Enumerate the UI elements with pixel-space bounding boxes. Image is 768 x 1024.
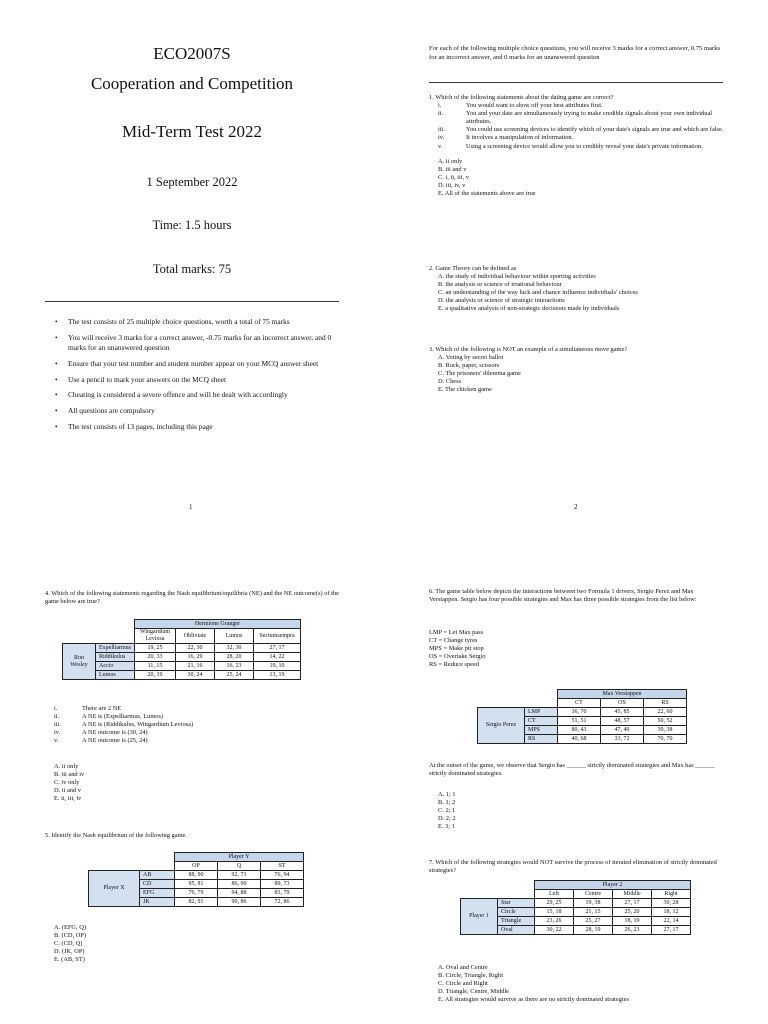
payoff-cell: 21, 16 xyxy=(176,662,215,671)
instruction-item: • The test consists of 25 multiple choice questions, worth a total of 75 marks xyxy=(48,317,348,328)
payoff-cell: 19, 10 xyxy=(254,662,301,671)
question-7-stem: 7. Which of the following strategies would NOT survive the process of iterated elimination of strictly dominated strategies? xyxy=(429,859,717,875)
option: D. the analysis or science of strategic interactions xyxy=(438,297,565,305)
option: D. ii and v xyxy=(54,787,81,795)
page-1 xyxy=(0,0,384,512)
row-strategy: Oval xyxy=(498,926,535,935)
row-strategy: EFG xyxy=(140,889,175,898)
option: B. Rock, paper, scissors xyxy=(438,362,500,370)
statement-text: You would want to show off your best attributes first. xyxy=(466,102,603,110)
question-6-options xyxy=(438,791,456,831)
payoff-cell: 25, 20 xyxy=(613,908,652,917)
row-strategy: Circle xyxy=(498,908,535,917)
instruction-item: • The test consists of 13 pages, including this page xyxy=(48,422,348,433)
payoff-cell: 51, 51 xyxy=(558,717,601,726)
payoff-table-q6 xyxy=(477,689,687,744)
option: B. Circle, Triangle, Right xyxy=(438,972,503,980)
statement-number: i. xyxy=(438,102,442,110)
payoff-cell: 25, 27 xyxy=(574,917,613,926)
payoff-cell: 23, 26 xyxy=(535,917,574,926)
payoff-cell: 11, 15 xyxy=(135,662,176,671)
option: D. Chess xyxy=(438,378,462,386)
page-2 xyxy=(384,0,768,512)
option: E. The chicken game xyxy=(438,386,492,394)
payoff-cell: 30, 24 xyxy=(176,671,215,680)
option: C. Circle and Right xyxy=(438,980,488,988)
course-code: ECO2007S xyxy=(153,44,231,63)
option: A. (EFG, Q) xyxy=(54,924,86,931)
option: C. i, ii, iii, v xyxy=(438,173,469,181)
statement-number: i. xyxy=(54,705,58,712)
statement-number: v. xyxy=(54,737,59,745)
instruction-item: • You will receive 3 marks for a correct answer, -0.75 marks for an incorrect answer, and 0 marks for an unanswered question xyxy=(48,333,348,354)
payoff-cell: 16, 29 xyxy=(176,653,215,662)
payoff-cell: 88, 90 xyxy=(175,871,218,880)
col-strategy: Middle xyxy=(613,890,652,899)
col-strategy: CT xyxy=(558,699,601,708)
question-3 xyxy=(429,346,725,395)
payoff-cell: 22, 14 xyxy=(652,917,691,926)
strategy-legend xyxy=(429,629,629,669)
statement-text: Using a screening device would allow you to credibly reveal your date's private information. xyxy=(466,142,703,150)
row-player: Player 1 xyxy=(461,899,498,935)
row-strategy: Triangle xyxy=(498,917,535,926)
payoff-cell: 25, 24 xyxy=(215,671,254,680)
statement-number: ii. xyxy=(438,110,444,118)
payoff-cell: 29, 25 xyxy=(535,899,574,908)
question-4-options xyxy=(54,763,84,803)
col-player: Hermione Granger xyxy=(135,620,301,629)
payoff-cell: 72, 86 xyxy=(261,898,304,907)
col-strategy: Right xyxy=(652,890,691,899)
instruction-item: • Cheating is considered a severe offence and will be dealt with accordingly xyxy=(48,390,348,401)
row-strategy: Riddikulus xyxy=(96,653,135,662)
option: E. All strategies would survive as there are no strictly dominated strategies xyxy=(438,996,629,1004)
payoff-cell: 70, 70 xyxy=(644,735,687,744)
legend-item: OS = Overtake Sergio xyxy=(429,653,486,661)
legend-item: RS = Reduce speed xyxy=(429,661,479,669)
option: B. (CD, OP) xyxy=(54,932,86,940)
page-number: 1 xyxy=(189,503,193,511)
payoff-cell: 14, 22 xyxy=(254,653,301,662)
col-strategy: OS xyxy=(601,699,644,708)
question-6-stem: 6. The game table below depicts the interactions between two Formula 1 drivers, Sergio Perez and Max Verstappen. Sergio has four possible strategies and Max has three possible strategies from the list below: xyxy=(429,588,697,604)
option: E. 3; 1 xyxy=(438,823,455,831)
col-player: Player Y xyxy=(175,853,304,862)
col-strategy: Lumos xyxy=(215,629,254,644)
question-4-stem: 4. Which of the following statements regarding the Nash equilibrium/equilibria (NE) and the NE outcome(s) of the game below are true? xyxy=(45,590,339,606)
option: E. All of the statements above are true xyxy=(438,190,536,198)
statement-number: iv. xyxy=(438,134,445,142)
row-strategy: Expelliarmus xyxy=(96,644,135,653)
col-strategy: Sectumsempra xyxy=(254,629,301,644)
payoff-table-q5 xyxy=(88,852,304,907)
statement-text: A NE outcome is (30, 24) xyxy=(82,729,148,737)
page-3 xyxy=(0,512,384,1024)
col-strategy: ST xyxy=(261,862,304,871)
payoff-cell: 94, 88 xyxy=(218,889,261,898)
payoff-cell: 26, 23 xyxy=(613,926,652,935)
row-strategy: AB xyxy=(140,871,175,880)
statement-text: A NE is (Riddikulus, Wingardium Leviosa) xyxy=(82,721,194,729)
option: D. iii, iv, v xyxy=(438,181,466,189)
page-4 xyxy=(384,512,768,1024)
legend-item: LMP = Let Max pass xyxy=(429,629,484,636)
option: C. 2; 1 xyxy=(438,807,456,815)
row-strategy: LMP xyxy=(525,708,558,717)
question-2 xyxy=(429,265,729,314)
payoff-cell: 36, 70 xyxy=(558,708,601,717)
row-player: Sergio Perez xyxy=(478,708,525,744)
question-5-options xyxy=(54,924,86,964)
col-strategy: RS xyxy=(644,699,687,708)
payoff-cell: 89, 73 xyxy=(261,880,304,889)
payoff-cell: 22, 60 xyxy=(644,708,687,717)
option: B. iii and v xyxy=(438,165,467,173)
payoff-table-q4 xyxy=(62,619,301,680)
question-6-after: At the outset of the game, we observe that Sergio has ______ strictly dominated strategies and Max has ______ strictly dominated strategies. xyxy=(429,762,715,778)
payoff-cell: 22, 30 xyxy=(176,644,215,653)
col-player: Player 2 xyxy=(535,881,691,890)
option: A. Oval and Centre xyxy=(438,964,488,971)
option: C. iv only xyxy=(54,779,80,787)
payoff-cell: 92, 73 xyxy=(218,871,261,880)
divider xyxy=(429,82,723,83)
row-strategy: Star xyxy=(498,899,535,908)
statement-number: iv. xyxy=(54,729,61,737)
option: B. the analysis or science of irrational behaviour xyxy=(438,281,562,289)
row-strategy: Lumos xyxy=(96,671,135,680)
col-strategy: Centre xyxy=(574,890,613,899)
row-strategy: JK xyxy=(140,898,175,907)
statement-number: v. xyxy=(438,142,443,150)
option: B. iii and iv xyxy=(54,771,85,779)
payoff-cell: 50, 52 xyxy=(644,717,687,726)
instruction-item: • Use a pencil to mark your answers on the MCQ sheet xyxy=(48,375,348,386)
payoff-cell: 16, 23 xyxy=(215,662,254,671)
payoff-cell: 19, 38 xyxy=(574,899,613,908)
legend-item: CT = Change tyres xyxy=(429,637,478,645)
row-strategy: Accio xyxy=(96,662,135,671)
row-strategy: CT xyxy=(525,717,558,726)
statement-text: It involves a manipulation of information. xyxy=(466,134,574,142)
row-strategy: RS xyxy=(525,735,558,744)
statement-number: iii. xyxy=(438,126,445,134)
payoff-cell: 30, 22 xyxy=(535,926,574,935)
payoff-cell: 76, 94 xyxy=(261,871,304,880)
instruction-item: • All questions are compulsory xyxy=(48,406,348,417)
statement-number: iii. xyxy=(54,721,61,729)
payoff-cell: 86, 90 xyxy=(218,880,261,889)
question-1 xyxy=(429,94,725,198)
statement-text: You could use screening devices to identify which of your date's signals are true and which are false. xyxy=(466,126,724,134)
total-marks: Total marks: 75 xyxy=(152,262,232,276)
option: B. 1; 2 xyxy=(438,799,456,807)
payoff-cell: 18, 12 xyxy=(652,908,691,917)
legend-item: MPS = Make pit stop xyxy=(429,645,484,653)
payoff-cell: 21, 15 xyxy=(574,908,613,917)
payoff-cell: 32, 30 xyxy=(215,644,254,653)
marking-intro: For each of the following multiple choice questions, you will receive 3 marks for a correct answer, 0.75 marks for an incorrect answer, and 0 marks for an unanswered question xyxy=(429,45,721,62)
payoff-cell: 20, 19 xyxy=(135,671,176,680)
option: D. 2; 2 xyxy=(438,815,456,823)
question-5-stem: 5. Identify the Nash equilibrium of the following game. xyxy=(45,832,187,839)
payoff-cell: 95, 81 xyxy=(175,880,218,889)
row-strategy: MPS xyxy=(525,726,558,735)
option: C. The prisoners' dilemma game xyxy=(438,370,521,378)
payoff-table-q7 xyxy=(460,880,691,935)
test-time: Time: 1.5 hours xyxy=(152,218,232,232)
question-stem: 3. Which of the following is NOT an example of a simultaneous move game? xyxy=(429,346,628,353)
option: A. the study of individual behaviour within sporting activities xyxy=(438,273,596,281)
col-strategy: Q xyxy=(218,862,261,871)
col-strategy: Wingardium Leviosa xyxy=(135,629,176,644)
statement-text: A NE is (Expelliarmus, Lumos) xyxy=(82,713,164,721)
row-player: Ron Wesley xyxy=(63,644,96,680)
payoff-cell: 45, 85 xyxy=(601,708,644,717)
payoff-cell: 28, 19 xyxy=(574,926,613,935)
statement-text: You and your date are simultaneously trying to make credible signals about your own individual attributes. xyxy=(466,110,713,126)
row-player: Player X xyxy=(89,871,140,907)
col-player: Max Verstappen xyxy=(558,690,687,699)
payoff-cell: 40, 68 xyxy=(558,735,601,744)
payoff-cell: 18, 19 xyxy=(613,917,652,926)
payoff-cell: 13, 19 xyxy=(254,671,301,680)
option: E. ii, iii, iv xyxy=(54,795,82,803)
question-4-statements xyxy=(54,705,334,745)
option: C. an understanding of the way luck and chance influence individuals' choices xyxy=(438,289,638,297)
payoff-cell: 48, 57 xyxy=(601,717,644,726)
option: C. (CD, Q) xyxy=(54,940,83,948)
option: A. Voting by secret ballot xyxy=(438,354,504,362)
option: E. a qualitative analysis of non-strategic decisions made by individuals xyxy=(438,305,620,313)
col-strategy: Left xyxy=(535,890,574,899)
divider xyxy=(45,301,339,302)
test-name: Mid-Term Test 2022 xyxy=(122,122,262,141)
option: D. (JK, OP) xyxy=(54,948,85,956)
col-strategy: Obliviate xyxy=(176,629,215,644)
payoff-cell: 19, 25 xyxy=(135,644,176,653)
payoff-cell: 15, 18 xyxy=(535,908,574,917)
payoff-cell: 27, 17 xyxy=(254,644,301,653)
payoff-cell: 27, 17 xyxy=(652,926,691,935)
page-number: 2 xyxy=(574,503,578,511)
instructions-list xyxy=(48,317,348,437)
payoff-cell: 33, 72 xyxy=(601,735,644,744)
question-stem: 2. Game Theory can be defined as xyxy=(429,265,517,272)
row-strategy: CD xyxy=(140,880,175,889)
statement-text: A NE outcome is (25, 24) xyxy=(82,737,148,745)
payoff-cell: 30, 28 xyxy=(652,899,691,908)
option: A. ii only xyxy=(438,157,463,165)
col-strategy: OP xyxy=(175,862,218,871)
payoff-cell: 27, 17 xyxy=(613,899,652,908)
option: E. (AB, ST) xyxy=(54,956,85,964)
question-7-options xyxy=(438,964,629,1004)
payoff-cell: 20, 33 xyxy=(135,653,176,662)
payoff-cell: 90, 86 xyxy=(218,898,261,907)
course-name: Cooperation and Competition xyxy=(90,74,294,93)
option: A. 1; 1 xyxy=(438,791,456,798)
instruction-item: • Ensure that your test number and student number appear on your MCQ answer sheet xyxy=(48,359,348,370)
payoff-cell: 80, 43 xyxy=(558,726,601,735)
payoff-cell: 47, 40 xyxy=(601,726,644,735)
payoff-cell: 39, 38 xyxy=(644,726,687,735)
test-date: 1 September 2022 xyxy=(146,175,238,189)
payoff-cell: 82, 91 xyxy=(175,898,218,907)
payoff-cell: 76, 79 xyxy=(175,889,218,898)
question-stem: 1. Which of the following statements about the dating game are correct? xyxy=(429,94,614,101)
option: D. Triangle, Centre, Middle xyxy=(438,988,510,996)
payoff-cell: 28, 20 xyxy=(215,653,254,662)
statement-number: ii. xyxy=(54,713,60,721)
option: A. ii only xyxy=(54,763,79,770)
statement-text: There are 2 NE xyxy=(82,705,122,712)
payoff-cell: 83, 79 xyxy=(261,889,304,898)
